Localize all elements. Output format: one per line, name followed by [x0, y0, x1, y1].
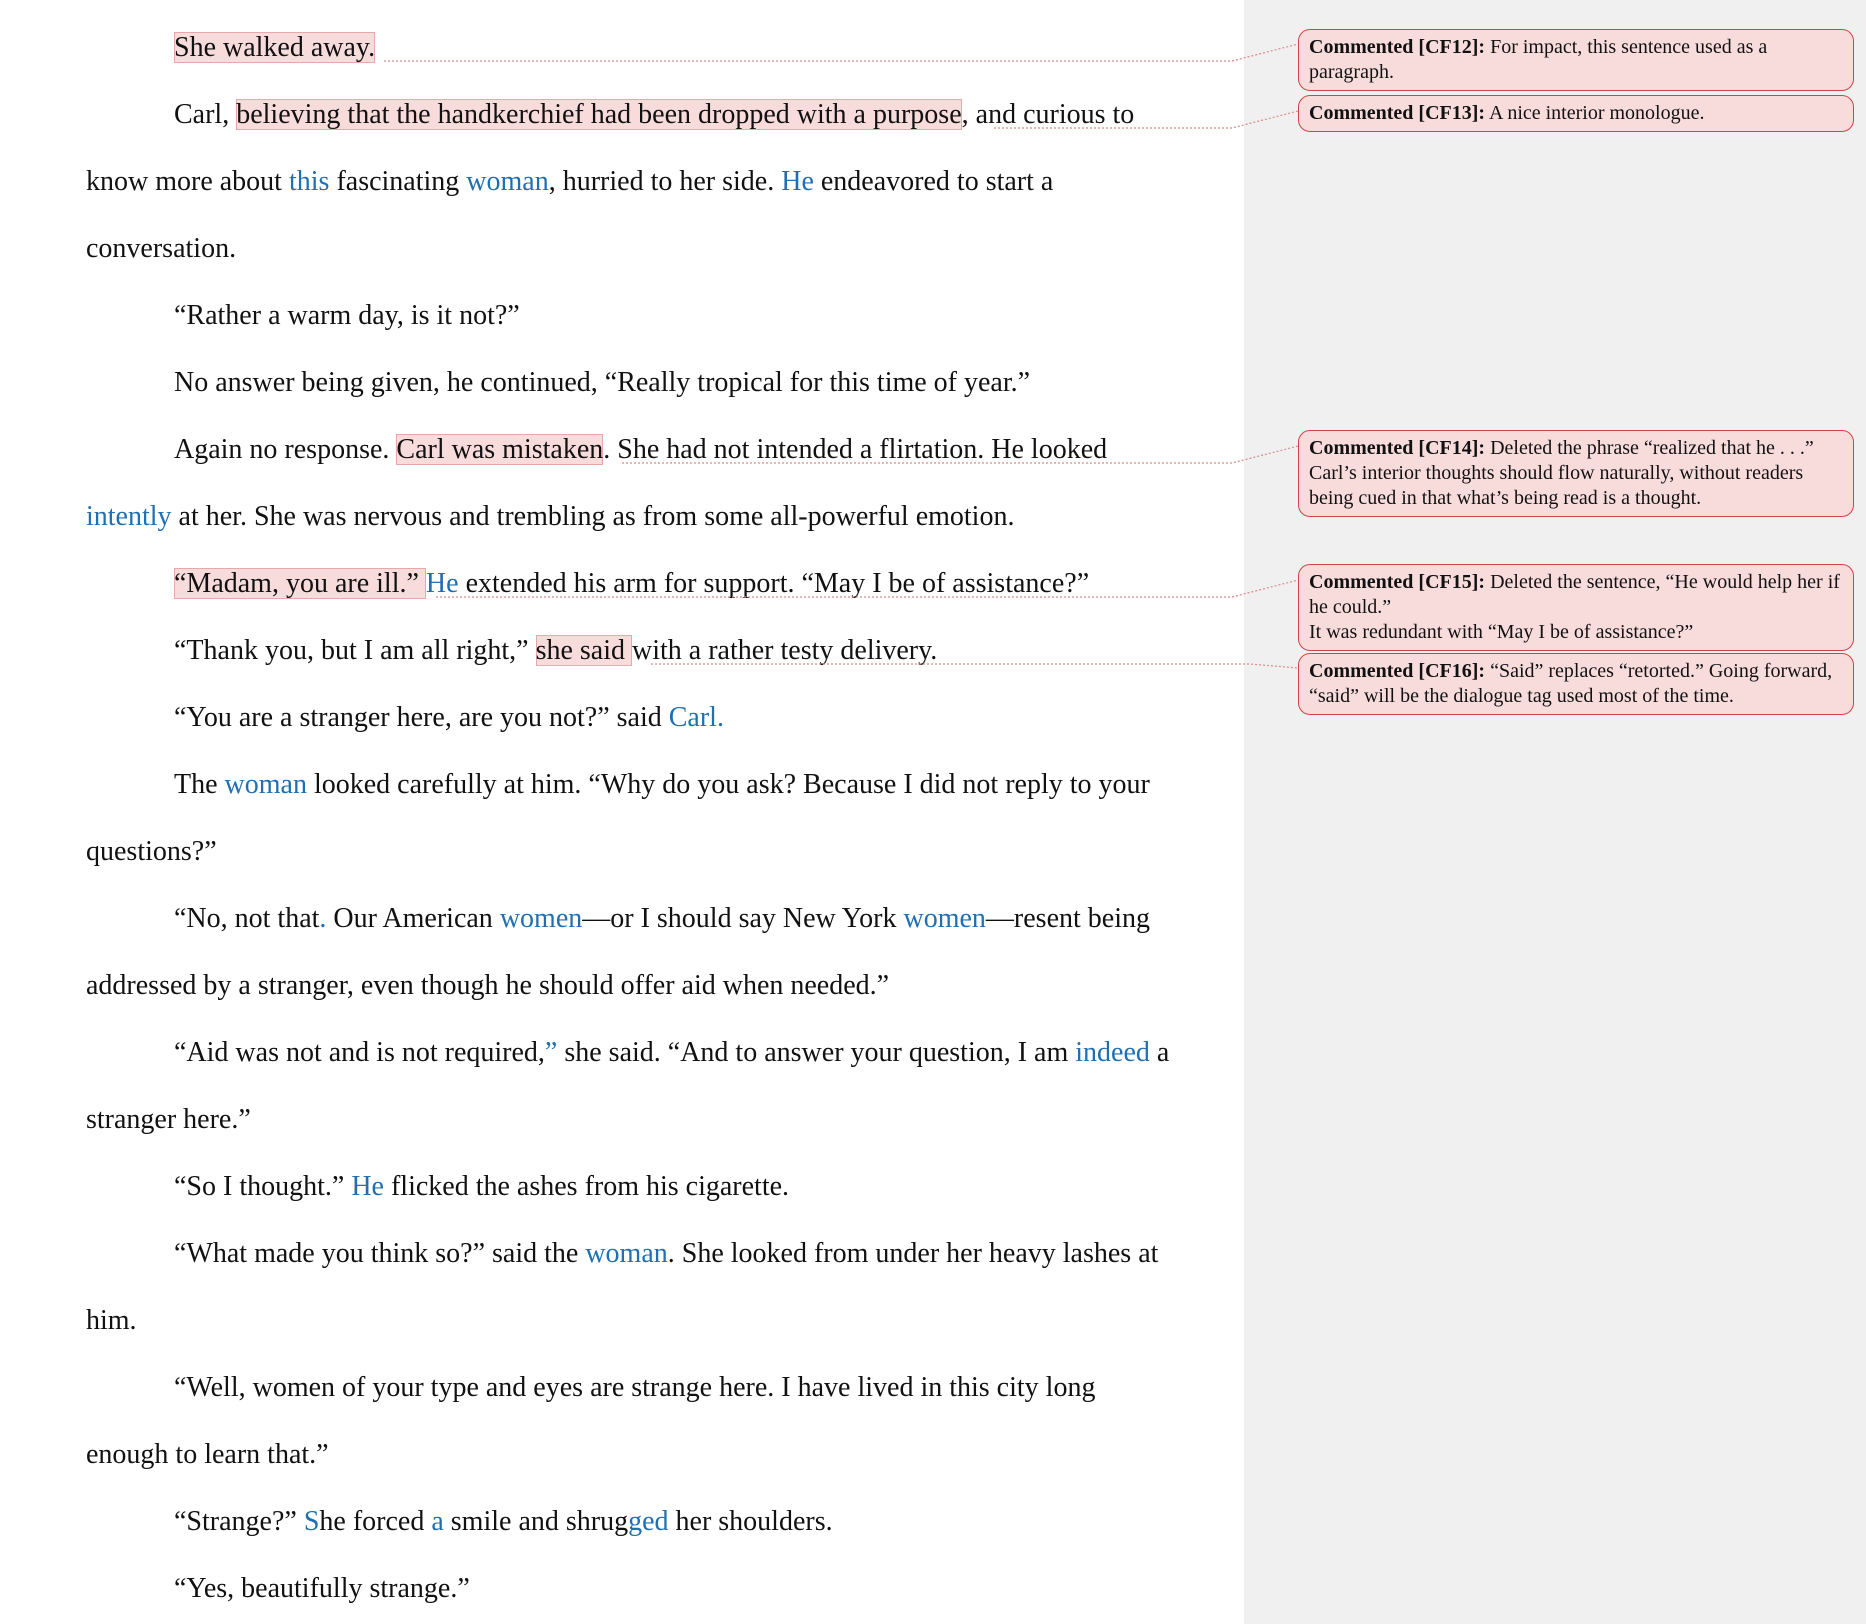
- text-run: a: [1149, 1037, 1170, 1068]
- tracked-insertion: He: [425, 568, 459, 599]
- text-run: . She had not intended a flirtation. He looked: [603, 434, 1108, 465]
- tracked-insertion: a: [431, 1506, 444, 1537]
- text-run: Our American: [326, 903, 500, 934]
- text-run: Carl,: [174, 99, 237, 130]
- text-run: —resent being: [985, 903, 1150, 934]
- comment-cf15[interactable]: [1298, 564, 1854, 651]
- text-run: “Strange?”: [174, 1506, 304, 1537]
- text-run: endeavored to start a: [813, 166, 1054, 197]
- tracked-insertion: ged: [628, 1506, 669, 1537]
- comment-author-label: Commented [CF15]:: [1309, 571, 1486, 593]
- text-run: Again no response.: [174, 434, 397, 465]
- comment-text: Deleted the sentence, “He would help her if he could.” It was redundant with “May I be of assistance?”: [1309, 571, 1840, 643]
- comment-author-label: Commented [CF12]:: [1309, 36, 1486, 58]
- tracked-insertion: He: [351, 1171, 384, 1202]
- text-run: “Yes, beautifully strange.”: [174, 1573, 470, 1604]
- text-run: “Aid was not and is not required,: [174, 1037, 545, 1068]
- text-run: her shoulders.: [668, 1506, 833, 1537]
- leader-line-cf12: [384, 44, 1298, 61]
- text-run: “Rather a warm day, is it not?”: [174, 300, 520, 331]
- text-run: The: [174, 769, 225, 800]
- text-run: conversation.: [86, 233, 237, 264]
- text-run: at her. She was nervous and trembling as from some all-powerful emotion.: [171, 501, 1015, 532]
- text-run: , hurried to her side.: [548, 166, 782, 197]
- text-run: with a rather testy delivery.: [632, 635, 938, 666]
- text-run: know more about: [86, 166, 289, 197]
- tracked-insertion: He: [781, 166, 814, 197]
- tracked-insertion: woman: [224, 769, 307, 800]
- tracked-insertion: intently: [86, 501, 172, 532]
- tracked-insertion: Carl.: [668, 702, 724, 733]
- text-run: flicked the ashes from his cigarette.: [383, 1171, 790, 1202]
- commented-text-highlight[interactable]: “Madam, you are ill.”: [174, 568, 426, 599]
- comment-author-label: Commented [CF13]:: [1309, 102, 1486, 124]
- comment-cf13[interactable]: [1298, 95, 1854, 132]
- text-run: smile and shrug: [443, 1506, 629, 1537]
- tracked-insertion: woman: [466, 166, 549, 197]
- comment-author-label: Commented [CF14]:: [1309, 437, 1486, 459]
- tracked-insertion: this: [288, 166, 330, 197]
- tracked-insertion: .: [319, 903, 327, 934]
- tracked-insertion: indeed: [1075, 1037, 1150, 1068]
- text-run: “Thank you, but I am all right,”: [174, 635, 536, 666]
- commented-text-highlight[interactable]: believing that the handkerchief had been dropped with a purpose: [236, 99, 962, 130]
- text-run: . She looked from under her heavy lashes at: [667, 1238, 1159, 1269]
- text-run: addressed by a stranger, even though he should offer aid when needed.”: [86, 970, 890, 1001]
- tracked-insertion: women: [499, 903, 583, 934]
- leader-line-cf13: [994, 111, 1298, 128]
- leader-line-cf15: [436, 580, 1298, 597]
- text-run: , and curious to: [961, 99, 1135, 130]
- commented-text-highlight[interactable]: she said: [535, 635, 633, 666]
- text-run: “You are a stranger here, are you not?” said: [174, 702, 669, 733]
- tracked-insertion: S: [303, 1506, 320, 1537]
- text-run: “No, not that: [174, 903, 320, 934]
- comment-cf12[interactable]: [1298, 29, 1854, 91]
- leader-line-cf14: [622, 446, 1298, 463]
- commented-text-highlight[interactable]: She walked away.: [174, 32, 376, 63]
- text-run: she said. “And to answer your question, I am: [557, 1037, 1076, 1068]
- text-run: extended his arm for support. “May I be of assistance?”: [458, 568, 1090, 599]
- text-run: “What made you think so?” said the: [174, 1238, 586, 1269]
- comment-text: Deleted the phrase “realized that he . . .” Carl’s interior thoughts should flow naturally, without readers being cued in that what’s being read is a thought.: [1309, 437, 1814, 509]
- comment-text: For impact, this sentence used as a paragraph.: [1309, 36, 1768, 83]
- text-run: questions?”: [86, 836, 217, 867]
- comment-text: A nice interior monologue.: [1485, 102, 1705, 124]
- text-run: stranger here.”: [86, 1104, 251, 1135]
- tracked-insertion: ”: [544, 1037, 558, 1068]
- text-run: he forced: [319, 1506, 432, 1537]
- comment-cf14[interactable]: [1298, 430, 1854, 517]
- text-run: “So I thought.”: [174, 1171, 352, 1202]
- tracked-insertion: woman: [585, 1238, 668, 1269]
- commented-text-highlight[interactable]: Carl was mistaken: [396, 434, 604, 465]
- text-run: “Well, women of your type and eyes are strange here. I have lived in this city long: [174, 1372, 1096, 1403]
- text-run: —or I should say New York: [582, 903, 904, 934]
- leader-line-cf16: [651, 664, 1298, 668]
- comment-text: “Said” replaces “retorted.” Going forward, “said” will be the dialogue tag used most of the time.: [1309, 660, 1833, 707]
- text-run: looked carefully at him. “Why do you ask? Because I did not reply to your: [306, 769, 1150, 800]
- text-run: him.: [86, 1305, 137, 1336]
- text-run: fascinating: [329, 166, 467, 197]
- tracked-insertion: women: [903, 903, 986, 934]
- comment-author-label: Commented [CF16]:: [1309, 660, 1486, 682]
- text-run: No answer being given, he continued, “Really tropical for this time of year.”: [174, 367, 1031, 398]
- comment-cf16[interactable]: [1298, 653, 1854, 715]
- text-run: enough to learn that.”: [86, 1439, 329, 1470]
